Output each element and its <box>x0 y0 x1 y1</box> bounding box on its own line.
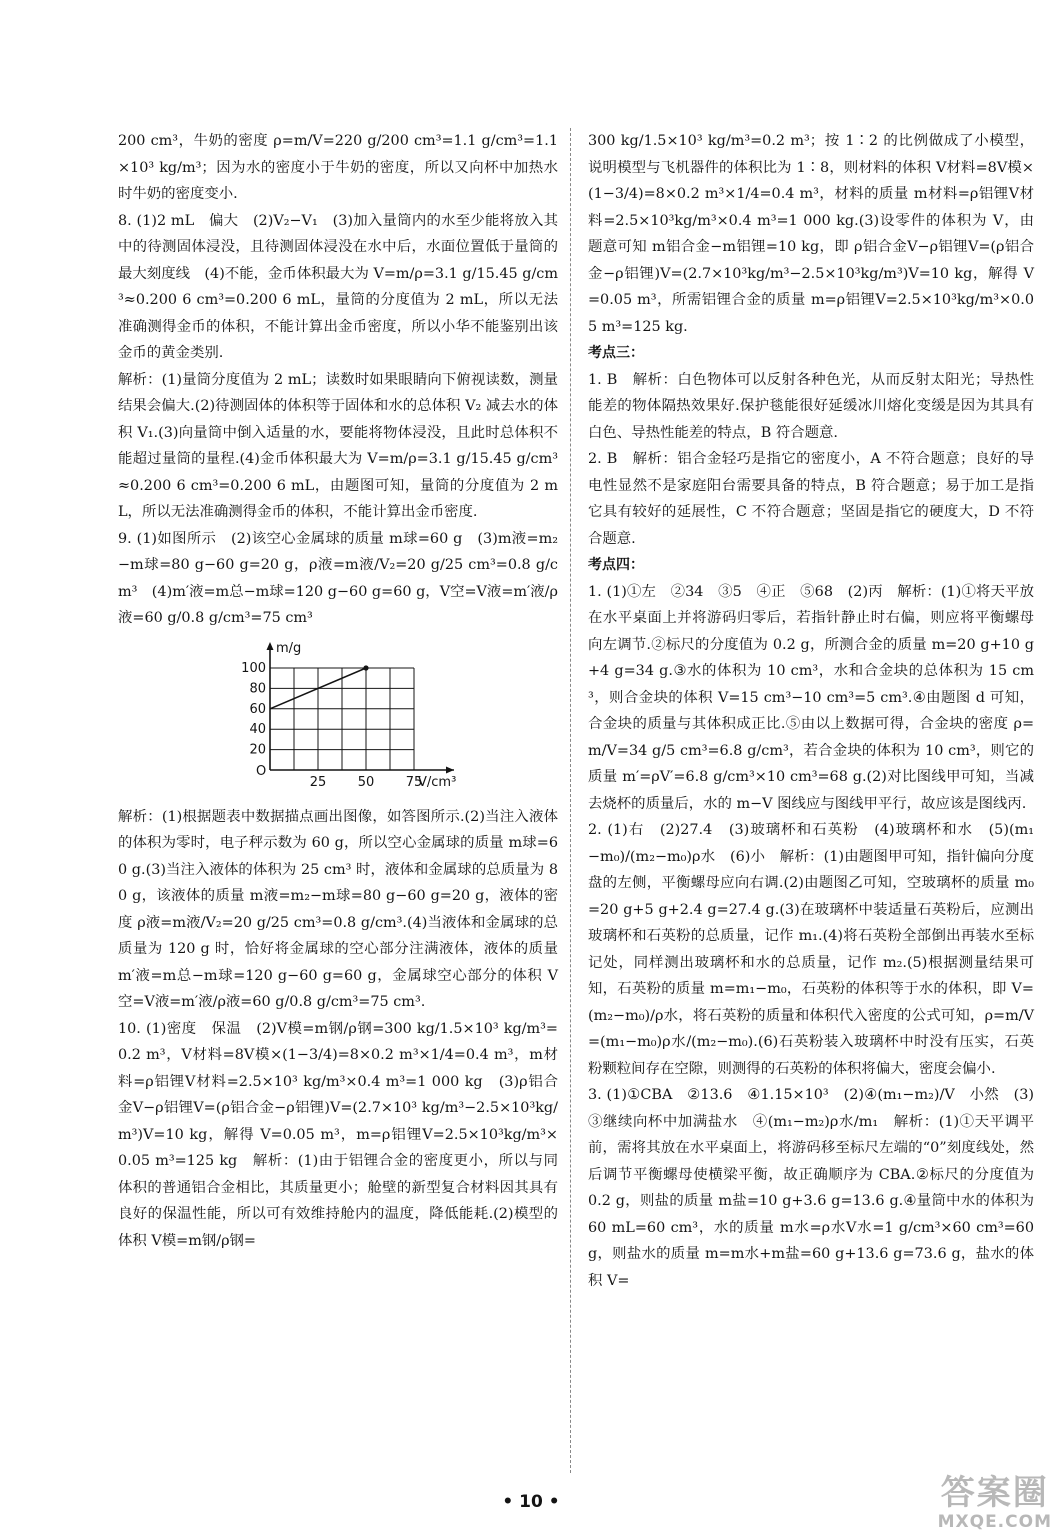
origin-label: O <box>256 763 267 779</box>
mass-volume-graph <box>236 638 457 798</box>
x-tick-labels <box>310 775 423 790</box>
answer-10: 10. (1)密度 保温 (2)V模=m钢/ρ钢=300 kg/1.5×10³ kg/m³=0.2 m³，V材料=8V模×(1−3/4)=8×0.2 m³×1/4=0.4 m³，m材料=ρ铝锂V材料=2.5×10³ kg/m³×0.4 m³=1 000 kg (3)ρ铝合金V−ρ铝锂V=(ρ铝合金−ρ铝锂)V=(2.7×10³ kg/m³−2.5×10³kg/m³)V=10 kg，解得 V=0.05 m³，m=ρ铝锂V=2.5×10³kg/m³×0.05 m³=125 kg 解析：(1)由于铝锂合金的密度更小，所以与同体积的普通铝合金相比，其质量更小；舱壁的新型复合材料因其具有良好的保温性能，所以可有效维持舱内的温度，降低能耗.(2)模型的体积 V模=m钢/ρ钢= <box>118 1020 558 1249</box>
data-point <box>363 665 368 670</box>
y-tick-label: 100 <box>241 660 266 676</box>
y-tick-label: 20 <box>249 742 266 758</box>
y-tick-label: 80 <box>249 680 266 696</box>
right-column <box>588 128 1039 1294</box>
watermark-text: 答案圈 <box>940 1473 1049 1513</box>
analysis-9: 解析：(1)根据题表中数据描点画出图像，如答图所示.(2)当注入液体的体积为零时，电子秤示数为 60 g，所以空心金属球的质量 m球=60 g.(3)当注入液体的体积为 25 cm³ 时，液体和金属球的总质量为 80 g，该液体的质量 m液=m₂−m球=80 g−60 g=20 g，液体的密度 ρ液=m液/V₂=20 g/25 cm³=0.8 g/cm³.(4)当液体和金属球的总质量为 120 g 时，恰好将金属球的空心部分注满液体，液体的质量 m′液=m总−m球=120 g−60 g=60 g，金属球空心部分的体积 V空=V液=m′液/ρ液=60 g/0.8 g/cm³=75 cm³. <box>118 808 563 1010</box>
x-tick-label: 50 <box>357 774 375 790</box>
y-tick-label: 60 <box>249 701 266 717</box>
kd3-answer-1: 1. B 解析：白色物体可以反射各种色光，从而反射太阳光；导热性能差的物体隔热效果好.保护毯能很好延缓冰川熔化变缓是因为其具有白色、导热性能差的特点，B 符合题意. <box>588 371 1034 441</box>
page-number: • 10 • <box>502 1492 560 1512</box>
x-tick-label: 75 <box>405 774 423 790</box>
analysis-8: 解析：(1)量筒分度值为 2 mL；读数时如果眼睛向下俯视读数，测量结果会偏大.(2)待测固体的体积等于固体和水的总体积 V₂ 减去水的体积 V₁.(3)向量筒中倒入适量的水，要能将物体浸没，且此时总体积不能超过量筒的量程.(4)金币体积最大为 V=m/ρ=3.1 g/15.45 g/cm³≈0.200 6 cm³=0.200 6 mL，由题图可知，量筒的分度值为 2 mL，所以无法准确测得金币的体积，不能计算出金币密度. <box>118 371 558 520</box>
section-heading-4: 考点四： <box>588 557 644 573</box>
answer-10-continuation: 300 kg/1.5×10³ kg/m³=0.2 m³；按 1∶2 的比例做成了小模型，说明模型与飞机器件的体积比为 1∶8，则材料的体积 V材料=8V模×(1−3/4)=8×0.2 m³×1/4=0.4 m³，材料的质量 m材料=ρ铝锂V材料=2.5×10³kg/m³×0.4 m³=1 000 kg.(3)设零件的体积为 V，由题意可知 m铝合金−m铝锂=10 kg，即 ρ铝合金V−ρ铝锂V=(ρ铝合金−ρ铝锂)V=(2.7×10³kg/m³−2.5×10³kg/m³)V=10 kg，解得 V=0.05 m³，所需铝锂合金的质量 m=ρ铝锂V=2.5×10³kg/m³×0.05 m³=125 kg. <box>588 133 1034 335</box>
x-axis-label: V/cm³ <box>418 774 457 790</box>
graph-grid <box>270 668 414 770</box>
left-column <box>118 128 563 1254</box>
y-tick-label: 40 <box>249 721 266 737</box>
answer-continuation: 200 cm³，牛奶的密度 ρ=m/V=220 g/200 cm³=1.1 g/cm³=1.1×10³ kg/m³；因为水的密度小于牛奶的密度，所以又向杯中加热水时牛奶的密度变小. <box>118 133 558 202</box>
answer-9: 9. (1)如图所示 (2)该空心金属球的质量 m球=60 g (3)m液=m₂−m球=80 g−60 g=20 g，ρ液=m液/V₂=20 g/25 cm³=0.8 g/cm³ (4)m′液=m总−m球=120 g−60 g=60 g，V空=V液=m′液/ρ液=60 g/0.8 g/cm³=75 cm³ <box>118 530 558 626</box>
y-axis-arrow <box>267 642 274 650</box>
answer-8: 8. (1)2 mL 偏大 (2)V₂−V₁ (3)加入量筒内的水至少能将放入其中的待测固体浸没，且待测固体浸没在水中后，水面位置低于量筒的最大刻度线 (4)不能，金币体积最大为 V=m/ρ=3.1 g/15.45 g/cm³≈0.200 6 cm³=0.200 6 mL，量筒的分度值为 2 mL，所以无法准确测得金币的体积，不能计算出金币密度，所以小华不能鉴别出该金币的黄金类别. <box>118 212 558 361</box>
column-divider <box>570 128 571 1473</box>
kd4-answer-2: 2. (1)右 (2)27.4 (3)玻璃杯和石英粉 (4)玻璃杯和水 (5)(m₁−m₀)/(m₂−m₀)ρ水 (6)小 解析：(1)由题图甲可知，指针偏向分度盘的左侧，平衡螺母应向右调.(2)由题图乙可知，空玻璃杯的质量 m₀=20 g+5 g+2.4 g=27.4 g.(3)在玻璃杯中装适量石英粉后，应测出玻璃杯和石英粉的总质量，记作 m₁.(4)将石英粉全部倒出再装水至标记处，同样测出玻璃杯和水的总质量，记作 m₂.(5)根据测量结果可知，石英粉的质量 m=m₁−m₀，石英粉的体积等于水的体积，即 V=(m₂−m₀)/ρ水，将石英粉的质量和体积代入密度的公式可知，ρ=m/V=(m₁−m₀)ρ水/(m₂−m₀).(6)石英粉装入玻璃杯中时没有压实，石英粉颗粒间存在空隙，则测得的石英粉的体积将偏大，密度会偏小. <box>588 822 1034 1077</box>
watermark-url: MXQE.COM <box>937 1512 1052 1532</box>
x-axis-arrow <box>446 766 454 773</box>
kd4-answer-1: 1. (1)①左 ②34 ③5 ④正 ⑤68 (2)丙 解析：(1)①将天平放在水平桌面上并将游码归零后，若指针静止时右偏，则应将平衡螺母向左调节.②标尺的分度值为 0.2 g，所测合金的质量 m=20 g+10 g+4 g=34 g.③水的体积为 10 cm³，水和合金块的总体积为 15 cm³，则合金块的体积 V=15 cm³−10 cm³=5 cm³.④由题图 d 可知，合金块的质量与其体积成正比.⑤由以上数据可得，合金块的密度 ρ=m/V=34 g/5 cm³=6.8 g/cm³，若合金块的体积为 10 cm³，则它的质量 m′=ρV′=6.8 g/cm³×10 cm³=68 g.(2)对比图线甲可知，当减去烧杯的质量后，水的 m−V 图线应与图线甲平行，故应该是图线丙. <box>588 583 1034 812</box>
kd4-answer-3: 3. (1)①CBA ②13.6 ④1.15×10³ (2)④(m₁−m₂)/V 小然 (3)③继续向杯中加满盐水 ④(m₁−m₂)ρ水/m₁ 解析：(1)①天平调平前，需将其放在水平桌面上，将游码移至标尺左端的“0”刻度线处，然后调节平衡螺母使横梁平衡，故正确顺序为 CBA.②标尺的分度值为 0.2 g，则盐的质量 m盐=10 g+3.6 g=13.6 g.④量筒中水的体积为 60 mL=60 cm³，水的质量 m水=ρ水V水=1 g/cm³×60 cm³=60 g，则盐水的质量 m=m水+m盐=60 g+13.6 g=73.6 g，盐水的体积 V= <box>588 1087 1039 1289</box>
kd3-answer-2: 2. B 解析：铝合金轻巧是指它的密度小，A 不符合题意；良好的导电性显然不是家庭阳台需要具备的特点，B 符合题意；易于加工是指它具有较好的延展性，C 不符合题意；坚固是指它的硬度大，D 不符合题意. <box>588 451 1034 547</box>
section-heading-3: 考点三： <box>588 345 644 361</box>
y-tick-labels <box>241 661 266 758</box>
x-tick-label: 25 <box>309 774 327 790</box>
watermark-logo <box>938 1474 1052 1532</box>
y-axis-label: m/g <box>276 640 302 656</box>
